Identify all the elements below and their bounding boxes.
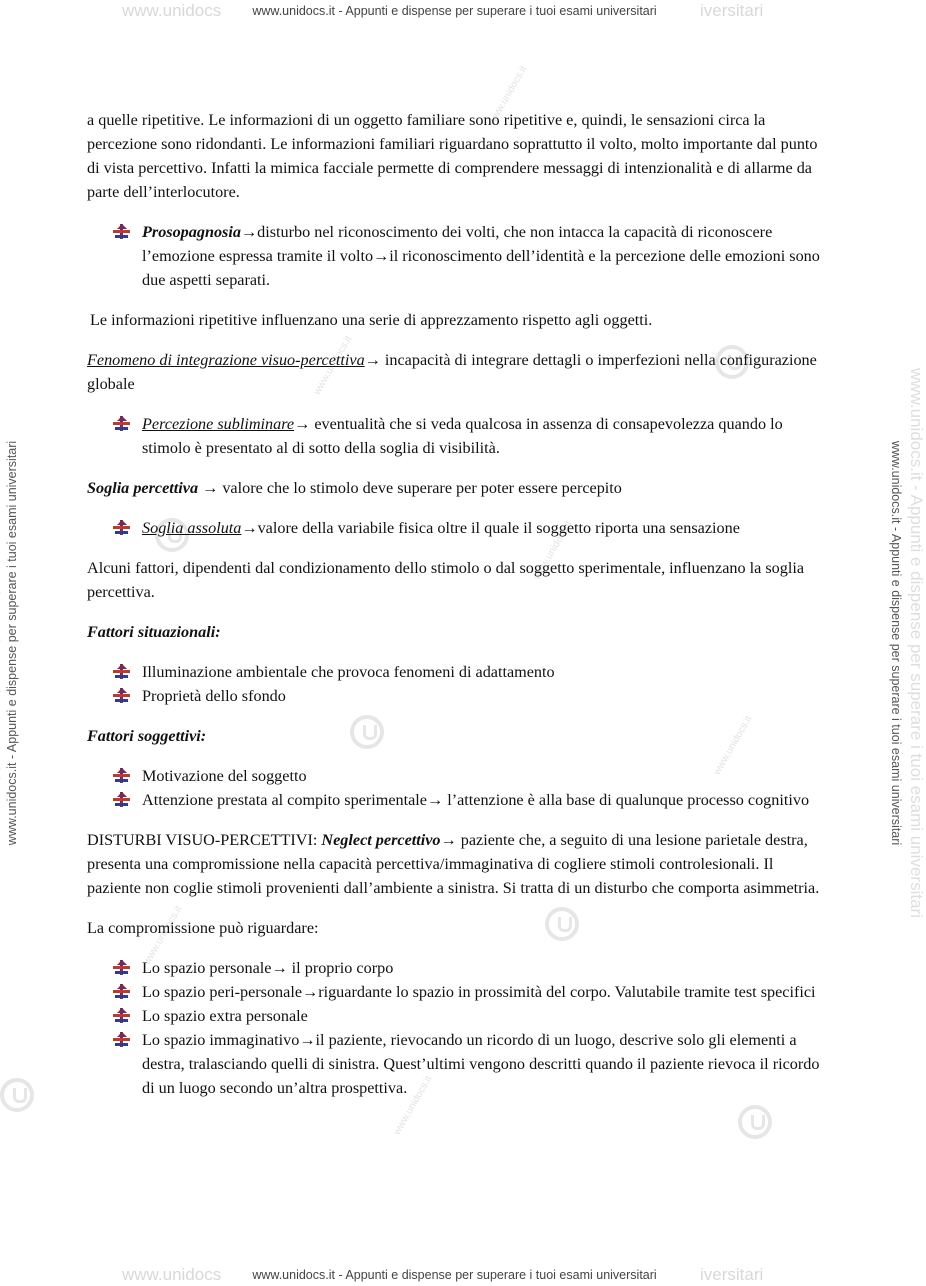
paragraph-repetitive-info: Le informazioni ripetitive influenzano una serie di apprezzamento rispetto agli oggetti.: [90, 311, 653, 329]
bullet-list-subjective: [87, 764, 822, 812]
bullet-arrow-icon: [113, 688, 130, 703]
watermark-url: www.unidocs.it: [711, 714, 755, 777]
left-ghost-watermark: [0, 368, 2, 918]
list-item: [142, 684, 822, 708]
term-subliminal: Percezione subliminare: [142, 415, 295, 433]
heading-subjective: [87, 724, 822, 748]
threshold-definition: → valore che lo stimolo deve superare per poter essere percepito: [198, 479, 622, 497]
watermark-url: www.unidocs.it: [486, 64, 530, 127]
list-item: [142, 220, 822, 292]
paragraph-familiar-info: a quelle ripetitive. Le informazioni di un oggetto familiare sono ripetitive e, quindi, le sensazioni circa la percezione sono ridondanti. Le informazioni familiari riguardano soprattutto il volto, molto importante dal punto di vista percettivo. Infatti la mimica facciale permette di comprendere messaggi di intenzionalità e di allarme da parte dell’interlocutore.: [87, 111, 818, 201]
page-header: [0, 1, 909, 20]
term-threshold: Soglia percettiva: [87, 479, 199, 497]
bullet-arrow-icon: [113, 768, 130, 783]
header-ghost-right: iversitari: [700, 1, 764, 20]
paragraph-threshold: [87, 476, 822, 500]
bullet-list-prosopagnosia: [87, 220, 822, 292]
absolute-threshold-definition: →valore della variabile fisica oltre il quale il soggetto riporta una sensazione: [241, 519, 740, 537]
paragraph-factors: Alcuni fattori, dipendenti dal condizionamento dello stimolo o dal soggetto sperimentale, influenzano la soglia percettiva.: [87, 559, 805, 601]
page-footer: [0, 1265, 909, 1284]
left-side-watermark: www.unidocs.it - Appunti e dispense per superare i tuoi esami universitari: [5, 440, 19, 846]
list-item-text: Motivazione del soggetto: [142, 767, 307, 785]
list-item: [142, 412, 822, 460]
term-neglect: Neglect percettivo: [321, 831, 441, 849]
watermark-url: www.unidocs.it: [391, 1074, 435, 1137]
list-item: [142, 660, 822, 684]
list-item-text: Attenzione prestata al compito sperimentale→ l’attenzione è alla base di qualunque processo cognitivo: [142, 791, 810, 809]
prosopagnosia-definition: →disturbo nel riconoscimento dei volti, che non intacca la capacità di riconoscere l’emozione espressa tramite il volto→il riconoscimento dell’identità e la percezione delle emozioni sono due aspetti separati.: [142, 223, 820, 289]
watermark-url: www.unidocs.it: [311, 334, 355, 397]
list-item-text: Lo spazio immaginativo→il paziente, rievocando un ricordo di un luogo, descrive solo gli elementi a destra, tralasciando quelli di sinistra. Quest’ultimi vengono descritti quando il paziente rievoca il ricordo di un luogo secondo un’altra prospettiva.: [142, 1031, 820, 1097]
paragraph-integration: [87, 348, 822, 396]
integration-definition: → incapacità di integrare dettagli o imperfezioni nella configurazione globale: [87, 351, 817, 393]
bullet-list-subliminal: [87, 412, 822, 460]
bullet-list-situational: [87, 660, 822, 708]
list-item: [142, 788, 822, 812]
list-item: [142, 956, 822, 980]
neglect-definition: → paziente che, a seguito di una lesione parietale destra, presenta una compromissione nella capacità percettiva/immaginativa di cogliere stimoli controlesionali. Il paziente non coglie stimoli provenienti dall’ambiente a sinistra. Si tratta di un disturbo che comporta asimmetria.: [87, 831, 820, 897]
list-item-text: Illuminazione ambientale che provoca fenomeni di adattamento: [142, 663, 555, 681]
list-item-text: Lo spazio extra personale: [142, 1007, 308, 1025]
list-item: [142, 516, 822, 540]
list-item: [142, 1004, 822, 1028]
heading-subjective-text: Fattori soggettivi:: [87, 727, 207, 745]
term-absolute-threshold: Soglia assoluta: [142, 519, 242, 537]
right-ghost-watermark: www.unidocs.it - Appunti e dispense per superare i tuoi esami universitari: [907, 368, 926, 918]
paragraph-neglect: [87, 828, 822, 900]
header-text: www.unidocs.it - Appunti e dispense per superare i tuoi esami universitari: [252, 4, 657, 18]
watermark-url: www.unidocs.it: [141, 904, 185, 967]
heading-situational-text: Fattori situazionali:: [87, 623, 221, 641]
term-prosopagnosia: Prosopagnosia: [142, 223, 241, 241]
bullet-arrow-icon: [113, 416, 130, 431]
watermark-logo-icon: [0, 1078, 34, 1112]
paragraph-compromise: La compromissione può riguardare:: [87, 919, 319, 937]
bullet-arrow-icon: [113, 984, 130, 999]
list-item: [142, 980, 822, 1004]
list-item-text: Lo spazio peri-personale→riguardante lo spazio in prossimità del corpo. Valutabile tramite test specifici: [142, 983, 816, 1001]
subliminal-definition: → eventualità che si veda qualcosa in assenza di consapevolezza quando lo stimolo è presentato al di sotto della soglia di visibilità.: [142, 415, 783, 457]
footer-text: www.unidocs.it - Appunti e dispense per superare i tuoi esami universitari: [252, 1268, 657, 1282]
bullet-list-absolute: [87, 516, 822, 540]
term-integration: Fenomeno di integrazione visuo-percettiva: [87, 351, 365, 369]
bullet-arrow-icon: [113, 1032, 130, 1047]
bullet-arrow-icon: [113, 520, 130, 535]
document-body: [87, 108, 822, 1116]
heading-situational: [87, 620, 822, 644]
bullet-arrow-icon: [113, 224, 130, 239]
list-item-text: Lo spazio personale→ il proprio corpo: [142, 959, 394, 977]
bullet-list-spaces: [87, 956, 822, 1100]
footer-ghost-left: www.unidocs: [122, 1265, 222, 1284]
bullet-arrow-icon: [113, 960, 130, 975]
header-ghost-left: www.unidocs: [122, 1, 222, 20]
neglect-prefix: DISTURBI VISUO-PERCETTIVI:: [87, 831, 322, 849]
list-item: [142, 764, 822, 788]
bullet-arrow-icon: [113, 1008, 130, 1023]
right-side-watermark: www.unidocs.it - Appunti e dispense per superare i tuoi esami universitari: [889, 440, 903, 846]
list-item-text: Proprietà dello sfondo: [142, 687, 286, 705]
watermark-url: www.unidocs.it: [531, 519, 575, 582]
list-item: [142, 1028, 822, 1100]
footer-ghost-right: iversitari: [700, 1265, 764, 1284]
bullet-arrow-icon: [113, 792, 130, 807]
bullet-arrow-icon: [113, 664, 130, 679]
